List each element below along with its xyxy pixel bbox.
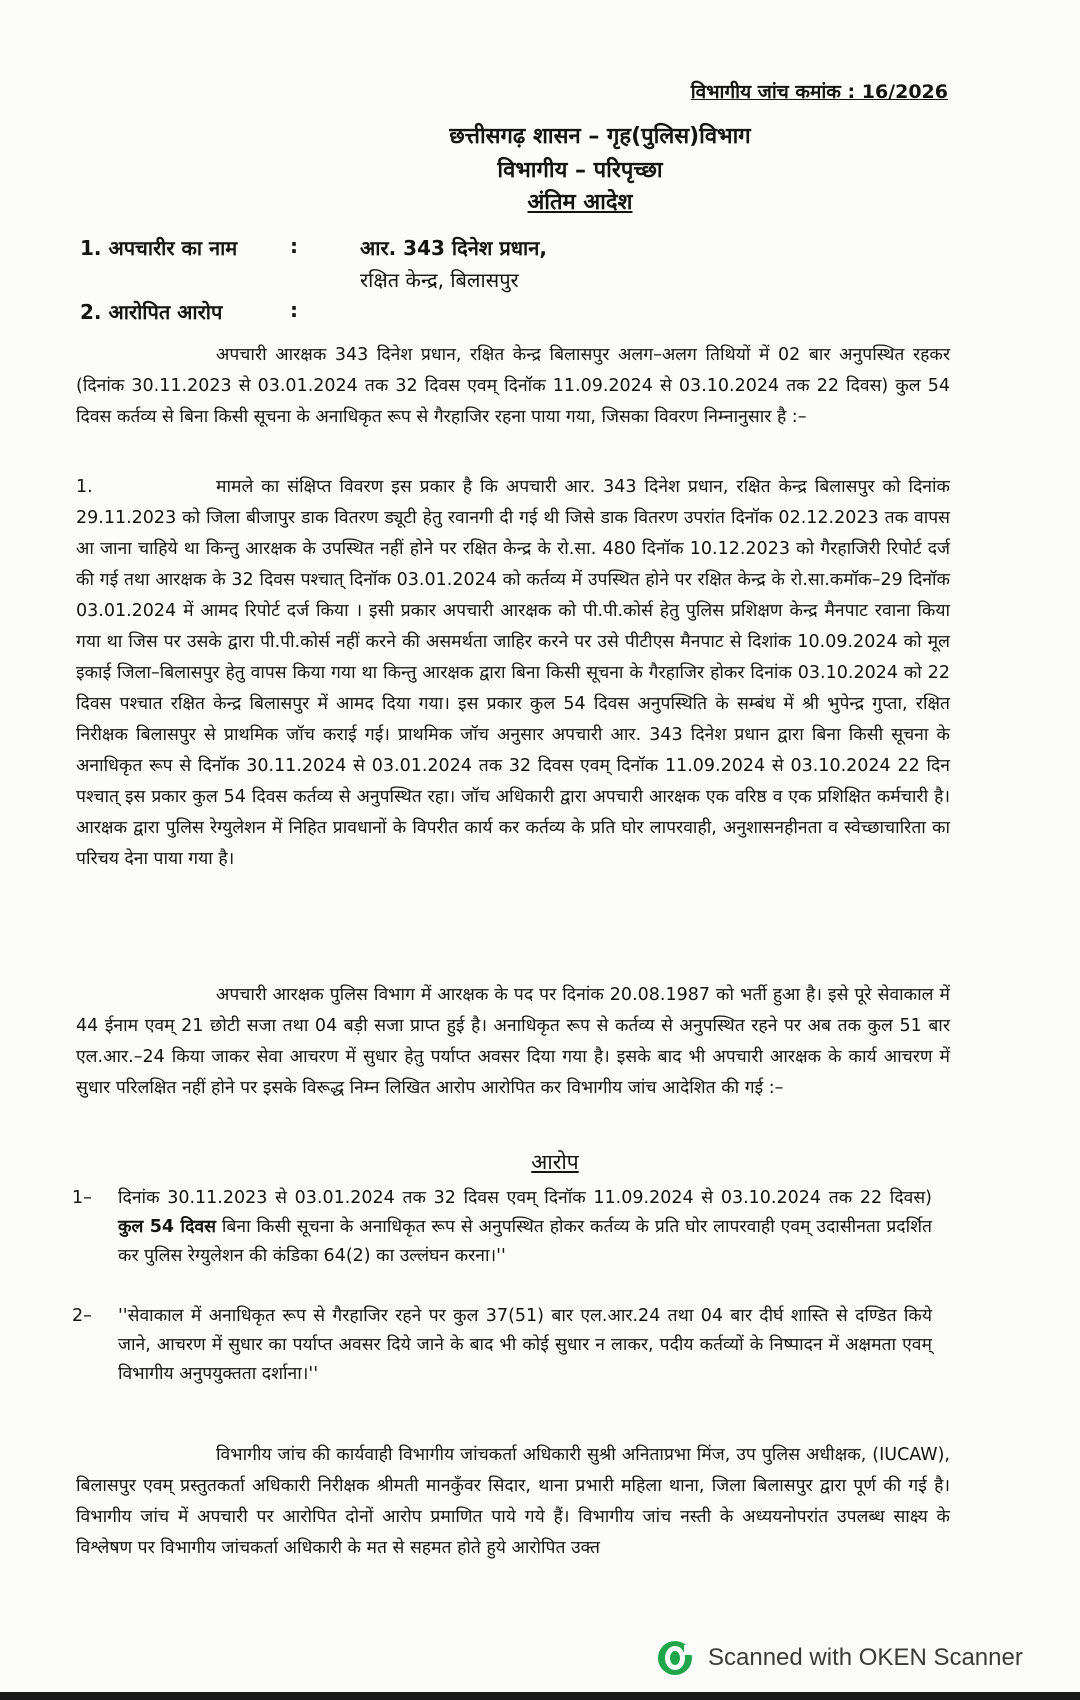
scanner-watermark xyxy=(656,1636,1056,1680)
case-summary-text: मामले का संक्षिप्त विवरण इस प्रकार है कि अपचारी आर. 343 दिनेश प्रधान, रक्षित केन्द्र बिलासपुर को दिनांक 29.11.2023 को जिला बीजापुर डाक वितरण ड्यूटी हेतु रवानगी दी गई थी जिसे डाक वितरण उपरांत दिनॉक 02.12.2023 तक वापस आ जाना चाहिये था किन्तु आरक्षक के उपस्थित नहीं होने पर रक्षित केन्द्र के रो.सा. 480 दिनॉक 10.12.2023 को गैरहाजिरी रिपोर्ट दर्ज की गई तथा आरक्षक के 32 दिवस पश्चात् दिनॉक 03.01.2024 को कर्तव्य में उपस्थित होने पर रक्षित केन्द्र के रो.सा.कमॉक–29 दिनॉक 03.01.2024 में आमद रिपोर्ट दर्ज किया । इसी प्रकार अपचारी आरक्षक को पी.पी.कोर्स हेतु पुलिस प्रशिक्षण केन्द्र मैनपाट रवाना किया गया था जिस पर उसके द्वारा पी.पी.कोर्स नहीं करने की असमर्थता जाहिर करने पर उसे पीटीएस मैनपाट से दिशांक 10.09.2024 को मूल इकाई जिला–बिलासपुर हेतु वापस किया गया था किन्तु आरक्षक द्वारा बिना किसी सूचना के गैरहाजिर होकर दिनांक 03.10.2024 को 22 दिवस पश्चात रक्षित केन्द्र बिलासपुर में आमद दिया गया। इस प्रकार कुल 54 दिवस अनुपस्थिति के सम्बंध में श्री भुपेन्द्र गुप्ता, रक्षित निरीक्षक बिलासपुर से प्राथमिक जॉच कराई गई। प्राथमिक जॉच अनुसार अपचारी आर. 343 दिनेश प्रधान द्वारा बिना किसी सूचना के अनाधिकृत रूप से दिनॉक 30.11.2024 से 03.01.2024 तक 32 दिवस एवम् दिनॉक 11.09.2024 से 03.10.2024 22 दिन पश्चात् इस प्रकार कुल 54 दिवस कर्तव्य से अनुपस्थित रहा। जॉच अधिकारी द्वारा अपचारी आरक्षक एक वरिष्ठ व एक प्रशिक्षित कर्मचारी है। आरक्षक द्वारा पुलिस रेग्युलेशन में निहित प्रावधानों के विपरीत कार्य कर कर्तव्य के प्रति घोर लापरवाही, अनुशासनहीनता व स्वेच्छाचारिता का परिचय देना पाया गया है। xyxy=(76,477,950,869)
charges-title: आरोप xyxy=(531,1150,579,1174)
case-number: विभागीय जांच कमांक : 16/2026 xyxy=(690,81,948,103)
department-heading: छत्तीसगढ़ शासन – गृह(पुलिस)विभाग xyxy=(449,124,751,149)
final-order-heading: अंतिम आदेश xyxy=(527,190,633,215)
scanner-watermark-text: Scanned with OKEN Scanner xyxy=(708,1644,1023,1671)
charge-text-part: दिनांक 30.11.2023 से 03.01.2024 तक 32 दिवस एवम् दिनॉक 11.09.2024 से 03.10.2024 तक 22 दिवस) xyxy=(118,1188,932,1208)
paragraph-number: 1. xyxy=(76,477,93,497)
accused-name-label: 1. अपचारीर का नाम xyxy=(80,236,238,260)
charge-text-part: बिना किसी सूचना के अनाधिकृत रूप से अनुपस्थित होकर कर्तव्य के प्रति घोर लापरवाही एवम् उदासीनता प्रदर्शित कर पुलिस रेग्युलेशन की कंडिका 64(2) का उल्लंघन करना।'' xyxy=(118,1217,932,1266)
scan-border xyxy=(0,1692,1080,1700)
charge-text: ''सेवाकाल में अनाधिकृत रूप से गैरहाजिर रहने पर कुल 37(51) बार एल.आर.24 तथा 04 बार दीर्घ शास्ति से दण्डित किये जाने, आचरण में सुधार का पर्याप्त अवसर दिये जाने के बाद भी कोई सुधार न लाकर, पदीय कर्तव्यों के निष्पादन में अक्षमता एवम् विभागीय अनुपयुक्तता दर्शाना।'' xyxy=(118,1306,932,1384)
case-summary-paragraph xyxy=(76,472,950,875)
charges-label: 2. आरोपित आरोप xyxy=(80,300,223,324)
accused-name-value: आर. 343 दिनेश प्रधान, xyxy=(360,236,547,260)
inquiry-heading: विभागीय – परिपृच्छा xyxy=(497,158,663,183)
intro-paragraph-text: अपचारी आरक्षक 343 दिनेश प्रधान, रक्षित केन्द्र बिलासपुर अलग–अलग तिथियों में 02 बार अनुपस्थित रहकर (दिनांक 30.11.2023 से 03.01.2024 तक 32 दिवस एवम् दिनॉक 11.09.2024 से 03.10.2024 तक 22 दिवस) कुल 54 दिवस कर्तव्य से बिना किसी सूचना के अनाधिकृत रूप से गैरहाजिर रहना पाया गया, जिसका विवरण निम्नानुसार है :– xyxy=(76,345,950,427)
charge-item xyxy=(72,1184,932,1271)
inquiry-conclusion-text: विभागीय जांच की कार्यवाही विभागीय जांचकर्ता अधिकारी सुश्री अनिताप्रभा मिंज, उप पुलिस अधीक्षक, (IUCAW), बिलासपुर एवम् प्रस्तुतकर्ता अधिकारी निरीक्षक श्रीमती मानकुँवर सिदार, थाना प्रभारी महिला थाना, जिला बिलासपुर द्वारा पूर्ण की गई है। विभागीय जांच में अपचारी पर आरोपित दोनों आरोप प्रमाणित पाये गये हैं। विभागीय जांच नस्ती के अध्ययनोपरांत उपलब्ध साक्ष्य के विश्लेषण पर विभागीय जांचकर्ता अधिकारी के मत से सहमत होते हुये आरोपित उक्त xyxy=(76,1445,950,1558)
oken-scanner-logo-icon xyxy=(656,1639,694,1677)
intro-paragraph xyxy=(76,340,950,433)
charge-number: 2– xyxy=(72,1306,92,1326)
field-colon: : xyxy=(290,298,298,322)
charge-item xyxy=(72,1302,932,1389)
charge-text xyxy=(118,1184,932,1271)
field-colon: : xyxy=(290,234,298,258)
service-record-text: अपचारी आरक्षक पुलिस विभाग में आरक्षक के पद पर दिनांक 20.08.1987 को भर्ती हुआ है। इसे पूरे सेवाकाल में 44 ईनाम एवम् 21 छोटी सजा तथा 04 बड़ी सजा प्राप्त हुई है। अनाधिकृत रूप से कर्तव्य से अनुपस्थित रहने पर अब तक कुल 51 बार एल.आर.–24 किया जाकर सेवा आचरण में सुधार हेतु पर्याप्त अवसर दिया गया है। इसके बाद भी अपचारी आरक्षक के कार्य आचरण में सुधार परिलक्षित नहीं होने पर इसके विरूद्ध निम्न लिखित आरोप आरोपित कर विभागीय जांच आदेशित की गई :– xyxy=(76,985,950,1098)
service-record-paragraph xyxy=(76,980,950,1104)
charge-text-bold: कुल 54 दिवस xyxy=(118,1217,216,1237)
accused-unit-value: रक्षित केन्द्र, बिलासपुर xyxy=(360,268,519,292)
inquiry-conclusion-paragraph xyxy=(76,1440,950,1564)
charge-number: 1– xyxy=(72,1188,92,1208)
